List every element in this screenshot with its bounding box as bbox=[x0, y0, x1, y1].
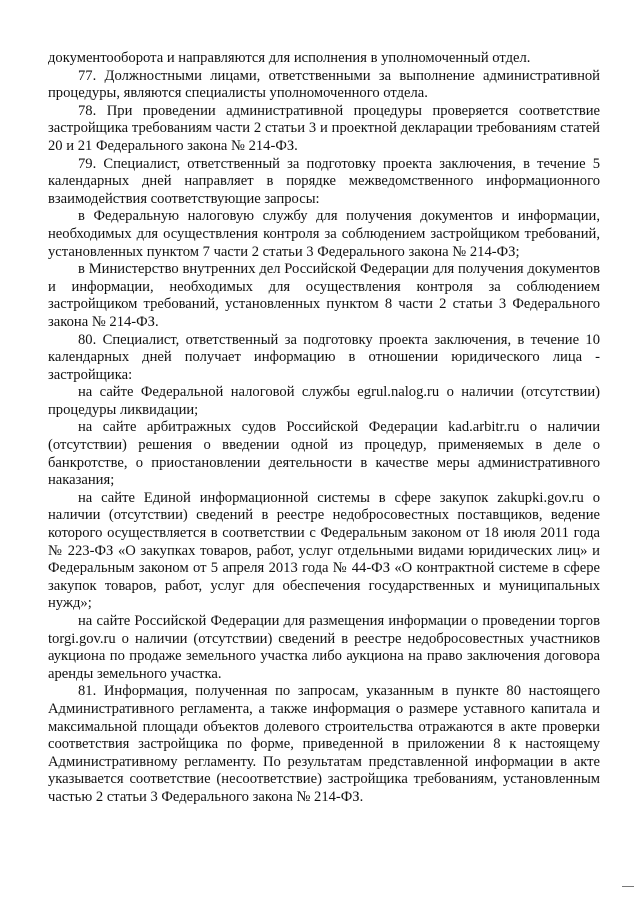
paragraph-continuation: документооборота и направляются для исполнения в уполномоченный отдел. bbox=[48, 50, 531, 66]
paragraph-77: 77. Должностными лицами, ответственными за выполнение административной процедуры, являются специалисты уполномоченного отдела. bbox=[48, 67, 600, 102]
paragraph-80-torgi: на сайте Российской Федерации для размещения информации о проведении торгов torgi.gov.ru о наличии (отсутствии) сведений в реестре недобросовестных участников аукциона по продаже земельного участка либо аукциона на право заключения договора аренды земельного участка. bbox=[48, 613, 600, 682]
paragraph-80-egrul: на сайте Федеральной налоговой службы egrul.nalog.ru о наличии (отсутствии) процедуры ликвидации; bbox=[48, 384, 600, 418]
document-page bbox=[48, 50, 600, 807]
paragraph-81: 81. Информация, полученная по запросам, указанным в пункте 80 настоящего Административного регламента, а также информация о размере уставного капитала и максимальной площади объектов долевого строительства отражаются в акте проверки соответствия застройщика по форме, приведенной в приложении 8 к настоящему Административному регламенту. По результатам представленной информации в акте указывается соответствие (несоответствие) застройщика требованиям, установленным частью 2 статьи 3 Федерального закона № 214-ФЗ. bbox=[48, 683, 600, 805]
paragraph-79-interior-ministry: в Министерство внутренних дел Российской Федерации для получения документов и информации, необходимых для осуществления контроля за соблюдением застройщиком требований, установленных пунктом 8 части 2 статьи 3 Федерального закона № 214-ФЗ. bbox=[48, 261, 600, 330]
paragraph-78: 78. При проведении административной процедуры проверяется соответствие застройщика требованиям части 2 статьи 3 и проектной декларации требованиям статей 20 и 21 Федерального закона № 214-ФЗ. bbox=[48, 102, 600, 154]
paragraph-79-tax-service: в Федеральную налоговую службу для получения документов и информации, необходимых для осуществления контроля за соблюдением застройщиком требований, установленных пунктом 7 части 2 статьи 3 Федерального закона № 214-ФЗ; bbox=[48, 208, 600, 260]
paragraph-80-zakupki: на сайте Единой информационной системы в сфере закупок zakupki.gov.ru о наличии (отсутствии) сведений в реестре недобросовестных поставщиков, ведение которого осуществляется в соответствии с Федеральным законом от 18 июля 2011 года № 223-ФЗ «О закупках товаров, работ, услуг отдельными видами юридических лиц» и Федеральным законом от 5 апреля 2013 года № 44-ФЗ «О контрактной системе в сфере закупок товаров, работ, услуг для обеспечения государственных и муниципальных нужд»; bbox=[48, 489, 600, 612]
paragraph-79: 79. Специалист, ответственный за подготовку проекта заключения, в течение 5 календарных дней направляет в порядке межведомственного информационного взаимодействия соответствующие запросы: bbox=[48, 155, 600, 207]
paragraph-80: 80. Специалист, ответственный за подготовку проекта заключения, в течение 10 календарных дней получает информацию в отношении юридического лица - застройщика: bbox=[48, 331, 600, 383]
scan-edge-mark bbox=[622, 886, 634, 887]
paragraph-80-kad-arbitr: на сайте арбитражных судов Российской Федерации kad.arbitr.ru о наличии (отсутствии) решения о введении одной из процедур, применяемых в деле о банкротстве, о приостановлении деятельности в качестве меры административного наказания; bbox=[48, 419, 600, 489]
